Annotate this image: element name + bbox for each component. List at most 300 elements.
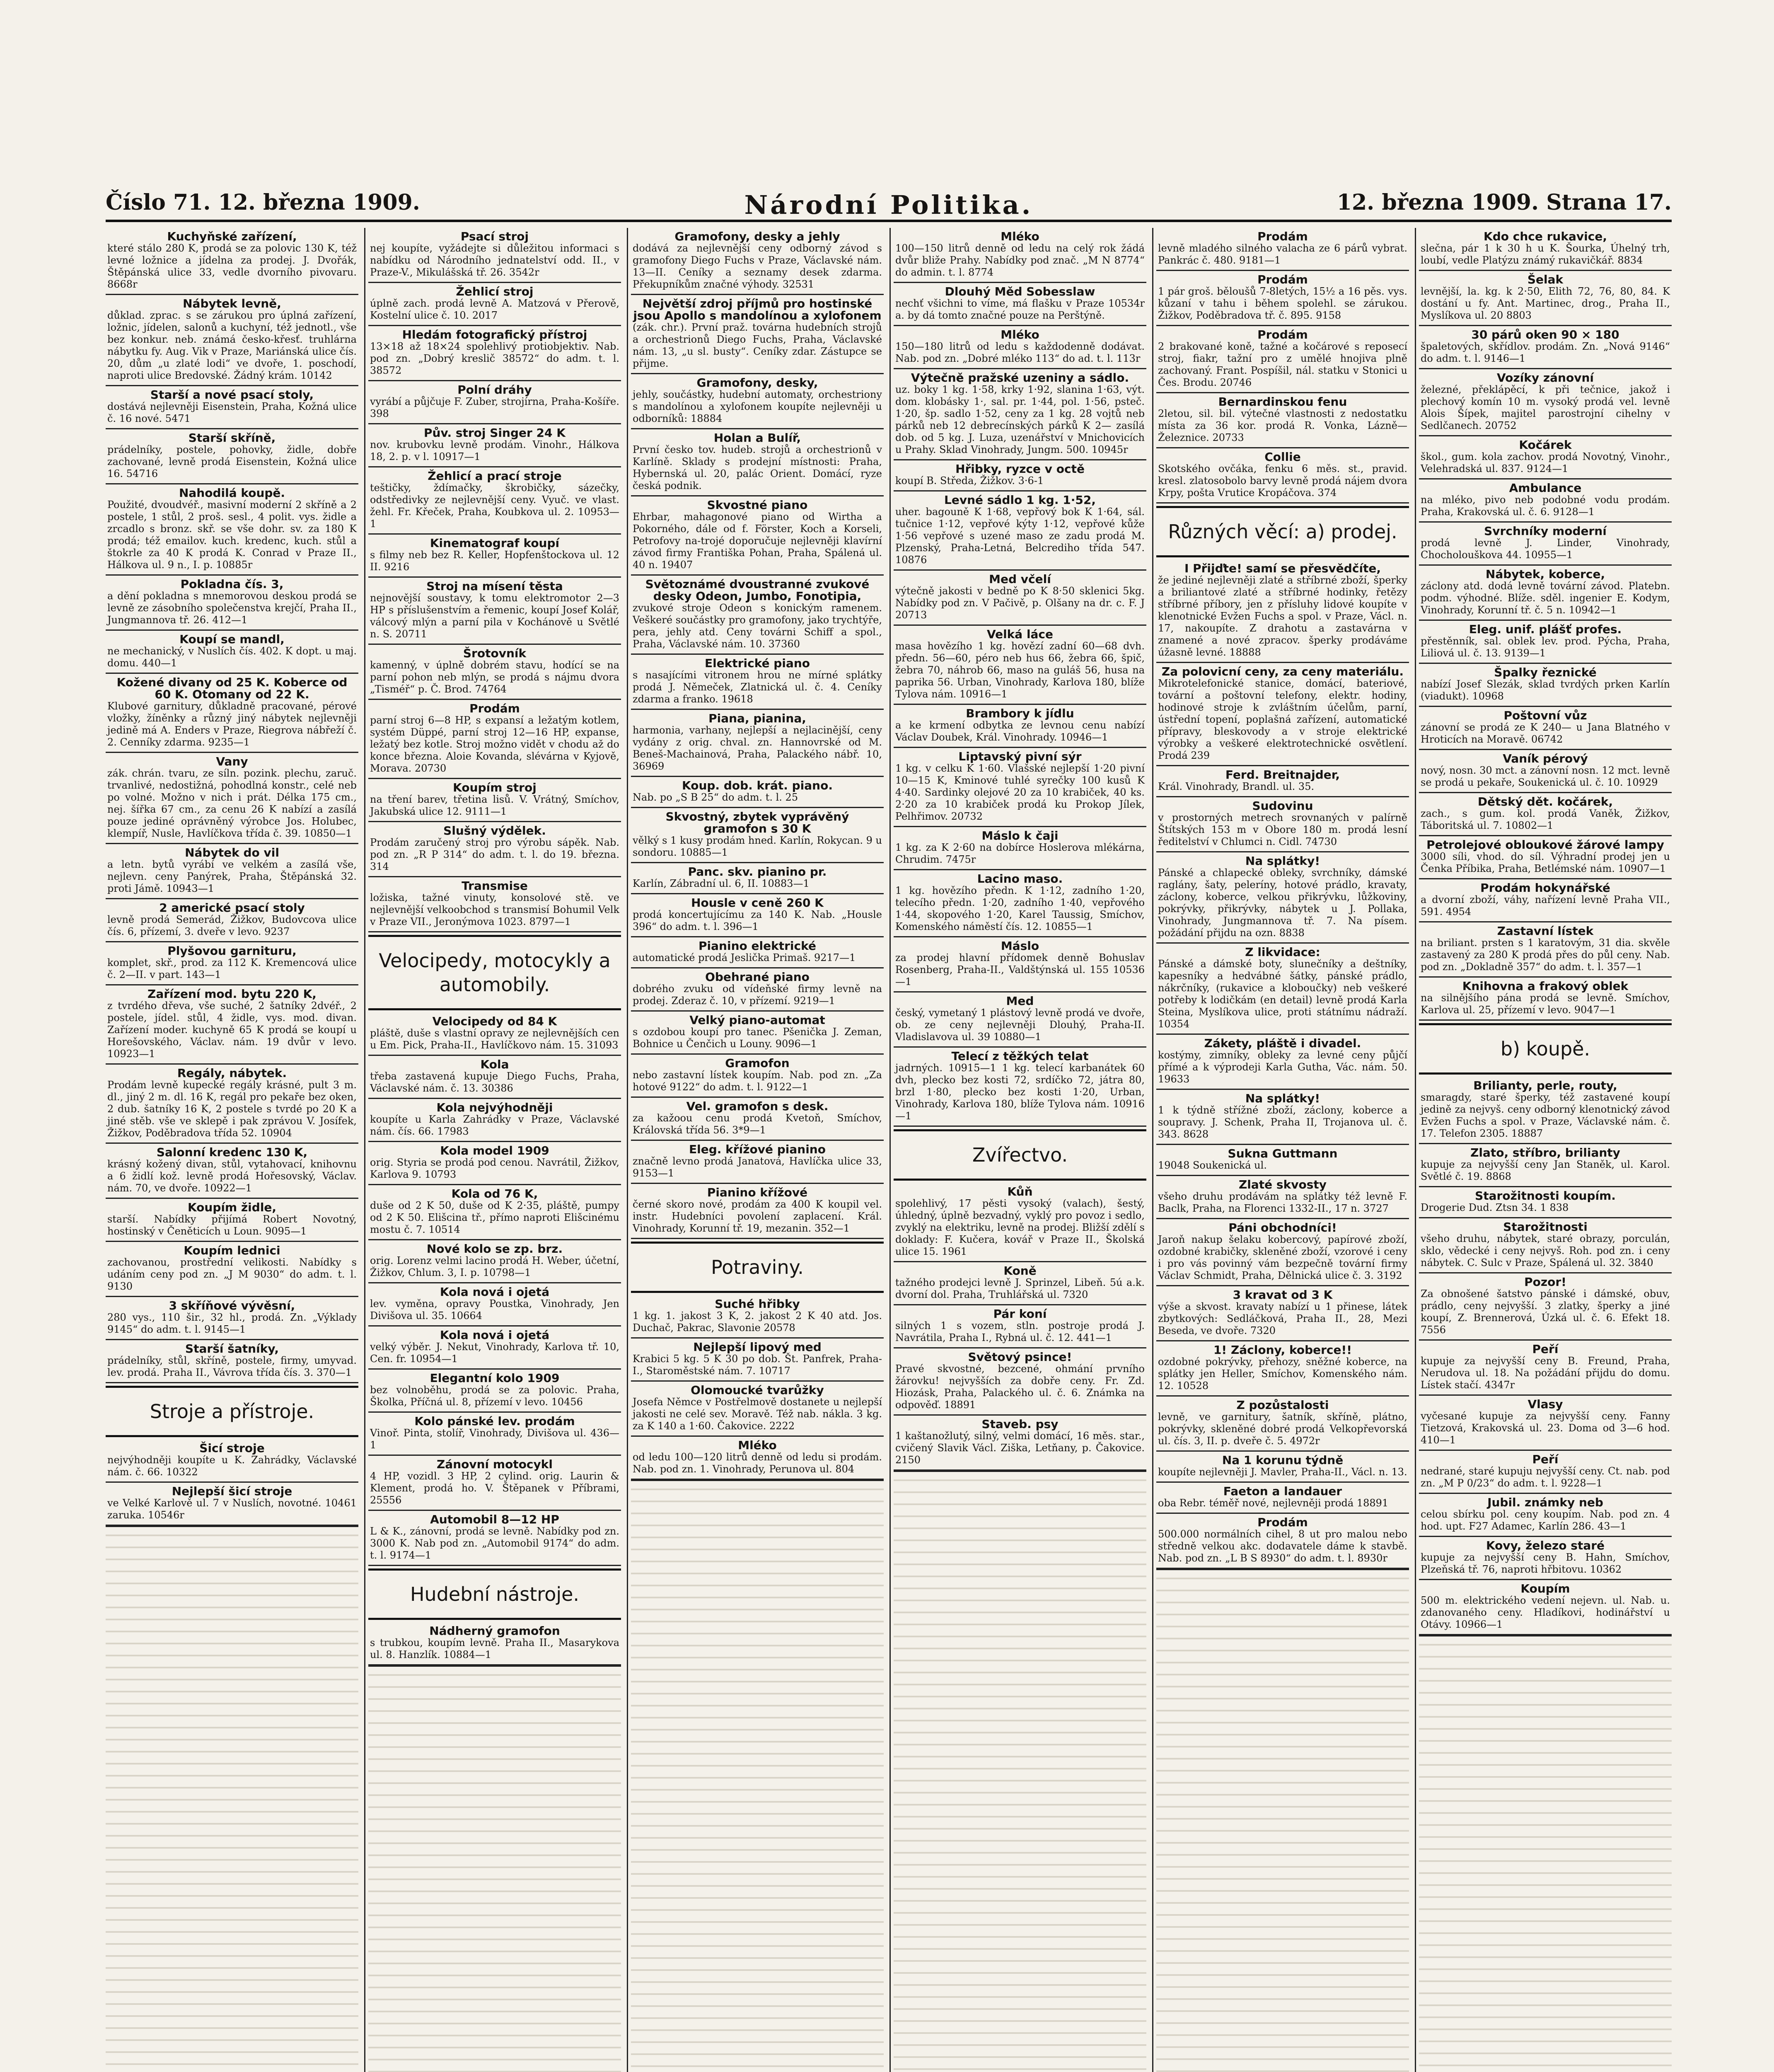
- ad-heading: Zánovní motocykl: [437, 1457, 553, 1471]
- ad-text: smaragdy, staré šperky, též zastavené koupí jedině za nejvyš. ceny odborný klenotnický závod Evžen Fuchs a spol. v Praze, Václavské nám. č. 17. Telefon 2305. 18887: [1421, 1092, 1670, 1139]
- ad-heading: Pár koní: [993, 1307, 1047, 1321]
- ad-heading: Ferd. Breitnajder,: [1225, 768, 1340, 782]
- ad-text: a letn. bytů vyrábí ve velkém a zasílá vše, nejlevn. ceny Panýrek, Praha, Štěpánská 32. proti Jámě. 10943—1: [107, 859, 357, 894]
- classified-ad: [368, 1099, 621, 1142]
- column-5: [1156, 228, 1409, 2072]
- ad-text: (zák. chr.). První praž. továrna hudebních strojů a orchestrionů Diego Fuchs, Praha, Václavské nám. 13, „u sl. busty“. Ceníky zdar. Zástupce se přijme.: [633, 322, 882, 369]
- ad-text: kamenný, v úplně dobrém stavu, hodící se na parní pohon neb mlýn, se prodá s nájmu dvora „Tisméř“ p. Č. Brod. 74764: [370, 659, 619, 695]
- ad-heading: 3 kravat od 3 K: [1233, 1288, 1333, 1302]
- ad-heading: Svrchníky moderní: [1484, 524, 1607, 538]
- classified-ad: [106, 631, 358, 674]
- ad-text: Klubové garnitury, důkladně pracované, pérové vložky, žíněnky a různý jiný nábytek nejlevněji jedině má A. Enders v Praze, Riegrova nábřeží č. 2. Cenníky zdarma. 9235—1: [107, 700, 357, 748]
- ad-text: kupuje za nejvyšší ceny Jan Staněk, ul. Karol. Světlé č. 19. 8868: [1421, 1159, 1670, 1182]
- classified-ad: [368, 877, 621, 932]
- classified-ad: [368, 578, 621, 645]
- column-6: [1419, 228, 1672, 2072]
- classified-ad: [1419, 228, 1672, 271]
- ad-heading: Poštovní vůz: [1503, 709, 1587, 722]
- ad-heading: Kola nejvýhodněji: [436, 1101, 553, 1114]
- ad-heading: Obehrané piano: [705, 970, 810, 984]
- ad-text: zach., s gum. kol. prodá Vaněk, Žižkov, Táboritská ul. 7. 10802—1: [1421, 808, 1670, 831]
- ad-heading: Gramofony, desky a jehly: [674, 230, 840, 243]
- ad-text: Pánské a dámské boty, slunečníky a deštníky, kapesníky a hedvábné šátky, pánské prádlo, nákrčníky, (rukavice a kloboučky) neb veškeré potřeby k lodičkám (en detail) levně prodá Karla Steina, Myslíkova ulice, proti státnímu nádraží. 10354: [1158, 958, 1407, 1030]
- ad-text: Prodám levně kupecké regály krásné, pult 3 m. dl., jiný 2 m. dl. 16 K, regál pro pekaře bez oken, 2 dub. šatníky 16 K, 2 postele s tvrdé po 20 K a jiné stěb. vše ve sklepě i pak zprávou V. Josífek, Žižkov, Poděbradova třída 52. 10904: [107, 1079, 357, 1139]
- classified-ad: [894, 705, 1146, 748]
- classified-ad: [368, 1240, 621, 1283]
- ad-heading: Elegantní kolo 1909: [430, 1371, 560, 1385]
- classified-ad: [368, 283, 621, 326]
- ad-heading: Prodám: [1257, 230, 1308, 243]
- ad-text: bez volnoběhu, prodá se za polovic. Praha, Školka, Příčná ul. 8, přízemí v levo. 10456: [370, 1384, 619, 1408]
- ad-text: 150—180 litrů od ledu s každodenně dodávat. Nab. pod zn. „Dobré mléko 113“ do ad. t. l. 113r: [895, 341, 1145, 364]
- column-fill: [1419, 1635, 1672, 2072]
- ad-text: 280 vys., 110 šir., 32 hl., prodá. Zn. „Výklady 9145“ do adm. t. l. 9145—1: [107, 1312, 357, 1335]
- ad-text: černé skoro nové, prodám za 400 K koupil vel. instr. Hudebníci povolení zaplacení. Král. Vinohrady, Korunní tř. 19, mezanin. 352—1: [633, 1198, 882, 1234]
- ad-text: Pravé skvostné, bezcené, ohmání prvního žárovku! nejvyšších za dobře ceny. Fr. Zd. Hiozásk, Praha, Palackého ul. č. 6. Známka na odpověď. 18891: [895, 1363, 1145, 1411]
- ad-text: Karlín, Zábradní ul. 6, II. 10883—1: [633, 878, 810, 889]
- ad-text: Skotského ovčáka, fenku 6 měs. st., pravid. kresl. zlatosobolo barvy levně prodá nájem dvora Krpy, pošta Vrutice Kropáčova. 374: [1158, 463, 1407, 499]
- classified-ad: [894, 992, 1146, 1048]
- ad-heading: Starší a nové psací stoly,: [150, 388, 314, 402]
- section-heading: Zvířectvo.: [894, 1129, 1146, 1181]
- classified-ad: [631, 1339, 884, 1382]
- ad-heading: Na splátky!: [1245, 1092, 1320, 1105]
- column-fill: [631, 1480, 884, 2072]
- classified-ad: [631, 496, 884, 576]
- ad-heading: Kola nová i ojetá: [440, 1285, 550, 1299]
- ad-text: železné, překlápěcí, k při tečnice, jakož i plechový komín 10 m. vysoký prodá vel. levně Alois Šípek, majitel parostrojní cihelny v Sedlčanech. 20752: [1421, 384, 1670, 431]
- ad-heading: Světoznámé dvoustranné zvukové desky Odeon, Jumbo, Fonotipia,: [645, 577, 870, 603]
- classified-ad: [1419, 1077, 1672, 1144]
- ad-heading: Nábytek levně,: [183, 297, 281, 310]
- ad-text: levnější, la. kg. k 2·50, Elith 72, 76, 80, 84. K dostání u fy. Ant. Martinec, drog., Praha II., Myslíkova ul. 20 8803: [1421, 286, 1670, 321]
- ad-text: Pánské a chlapecké obleky, svrchníky, dámské raglány, šaty, peleríny, hotové prádlo, kravaty, záclony, koberce, velkou přikrývku, lůžkoviny, pokrývky, přikrývky, nábytek u J. Pollaka, Vinohrady, Jungmannova tř. 7. Na písem. požádání přijdu na ozn. 8838: [1158, 867, 1407, 939]
- classified-ad: [1419, 271, 1672, 326]
- ad-text: z tvrdého dřeva, vše suché, 2 šatníky 2dvéř., 2 postele, jídel. stůl, 4 židle, vys. mod. divan. Zařízení moder. kuchyně 65 K prodá se koupí u Horešovského, Václav. nám. 19 dvůr v levo. 10923—1: [107, 1000, 357, 1060]
- ad-text: Drogerie Dud. Ztsn 34. 1 838: [1421, 1202, 1569, 1213]
- section-heading: Různých věcí: a) prodej.: [1156, 506, 1409, 557]
- ad-heading: Regály, nábytek.: [177, 1066, 287, 1080]
- ad-heading: Kdo chce rukavice,: [1484, 230, 1607, 243]
- ad-heading: Největší zdroj příjmů pro hostinské jsou Apollo s mandolínou a xylofonem: [633, 297, 882, 322]
- ad-heading: Koupím stroj: [453, 781, 537, 794]
- classified-ad: [106, 899, 358, 942]
- ad-text: a ke krmení odbytka ze levnou cenu nabízí Václav Doubek, Král. Vinohrady. 10946—1: [895, 719, 1145, 743]
- ad-text: na silnějšího pána prodá se levně. Smíchov, Karlova ul. 25, přízemí v levo. 9047—1: [1421, 992, 1670, 1016]
- ad-text: zák. chrán. tvaru, ze síln. pozink. plechu, zaruč. trvanlivé, nedostižná, pohodlná konstr., celé neb po volné. Možno v nich i prát. Délka 175 cm., nej. šířka 67 cm., za cenu 26 K nabízí a zasílá pouze jediné oprávněný výrobce Jos. Holubec, klempíř, Nusle, Havlíčkova třída č. 39. 10850—1: [107, 767, 357, 839]
- ad-heading: Velký piano-automat: [689, 1013, 825, 1027]
- classified-ad: [1419, 326, 1672, 369]
- ad-heading: Jubil. známky neb: [1487, 1496, 1603, 1509]
- ad-text: Použité, dvoudvéř., masivní moderní 2 skříně a 2 postele, 1 stůl, 2 proš. sesl., 4 polit. vys. židle a zrcadlo s bronz. skř. se vše dohr. sv. za 180 K prodá; též emailov. kuch. kredenc, kuch. stůl a štokrle za 40 K prodá K. Conrad v Praze II., Hálkova ul. 9 n., I. p. 10885r: [107, 499, 357, 571]
- classified-ad: [1156, 1176, 1409, 1219]
- ad-heading: Koupím lednici: [184, 1244, 280, 1257]
- ad-text: L & K., zánovní, prodá se levně. Nabídky pod zn. 3000 K. Nab pod zn. „Automobil 9174“ do adm. t. l. 9174—1: [370, 1525, 619, 1561]
- classified-ad: [368, 1622, 621, 1665]
- ad-text: celou sbírku pol. ceny koupím. Nab. pod zn. 4 hod. upt. F27 Adamec, Karlín 286. 43—1: [1421, 1508, 1670, 1532]
- ad-heading: Z likvidace:: [1245, 945, 1320, 959]
- column-1: [106, 228, 358, 2072]
- ad-text: v prostorných metrech srovnaných v palírně Štítských 153 m v Obore 180 m. prodá lesní ředitelství v Chlumci n. Cidl. 74730: [1158, 812, 1407, 847]
- ad-heading: Ambulance: [1509, 481, 1582, 495]
- classified-ad: [894, 748, 1146, 827]
- ad-heading: Koupím židle,: [187, 1201, 277, 1214]
- classified-ad: [368, 1456, 621, 1511]
- ad-text: starší. Nabídky přijímá Robert Novotný, hostinský v Čeněticích u Loun. 9095—1: [107, 1213, 357, 1237]
- classified-ad: [1419, 1218, 1672, 1273]
- classified-ad: [106, 1199, 358, 1242]
- ad-text: 4 HP, vozidl. 3 HP, 2 cylind. orig. Laurin & Klement, prodá ho. V. Štěpanek v Příbrami, 25556: [370, 1470, 619, 1506]
- ad-text: tažného prodejci levně J. Sprinzel, Libeň. 5ú a.k. dvorní dol. Praha, Truhlářská ul. 7320: [895, 1277, 1145, 1300]
- classified-ad: [1156, 797, 1409, 852]
- ad-text: s filmy neb bez R. Keller, Hopfenštockova ul. 12 II. 9216: [370, 549, 619, 573]
- ad-heading: Med včelí: [989, 572, 1051, 586]
- ad-text: záclony atd. dodá levně tovární závod. Platebn. podm. výhodné. Blíže. sděl. ingenier E. Kodym, Vinohrady, Korunní tř. č. 5 n. 10942—1: [1421, 580, 1670, 616]
- ad-heading: Dlouhý Měd Sobesslaw: [945, 285, 1095, 298]
- ad-heading: Kůň: [1007, 1185, 1033, 1198]
- ad-text: že jediné nejlevněji zlaté a stříbrné zboží, šperky a briliantové zlaté a stříbrné hodinky, řetězy stříbrné příbory, jen z přísluhy lidové koupíte v klenotnické Evžen Fuchs a spol. v Praze, Václ. n. 17, nakoupíte. Z drahotu a zastavárna v znamené a nové zpracov. šperky prodáváme úžasně levné. 18888: [1158, 574, 1407, 658]
- ad-heading: Dětský dět. kočárek,: [1477, 795, 1613, 808]
- ad-text: které stálo 280 K, prodá se za polovic 130 K, též levné ložnice a jídelna za prodej. J. Dvořák, Štěpánská ulice 33, vedle dvorního pivovaru. 8668r: [107, 242, 357, 290]
- ad-text: přestěnník, sal. oblek lev. prod. Pýcha, Praha, Liliová ul. č. 13. 9139—1: [1421, 635, 1670, 659]
- classified-ad: [1156, 228, 1409, 271]
- classified-ad: [894, 369, 1146, 460]
- ad-text: Josefa Němce v Postřelmově dostanete u nejlepší jakosti ne celé sev. Moravě. Též nab. nákla. 3 kg. za K 140 a 1·60. Čakovice. 2222: [633, 1396, 882, 1432]
- ad-text: orig. Styria se prodá pod cenou. Navrátil, Žižkov, Karlova 9. 10793: [370, 1157, 619, 1180]
- classified-ad: [1156, 448, 1409, 503]
- ad-heading: Pozor!: [1524, 1275, 1566, 1289]
- page-header: [106, 182, 1672, 222]
- ad-text: s ozdobou koupí pro tanec. Pšenička J. Zeman, Bohnice u Čenčich u Louny. 9096—1: [633, 1026, 882, 1050]
- ad-text: jehly, součástky, hudební automaty, orchestriony s mandolínou a xylofonem koupíte nejlevněji u odborníků: 18884: [633, 389, 882, 424]
- ad-text: za prodej hlavní přídomek denně Bohuslav Rosenberg, Praha-II., Valdštýnská ul. 155 10536—1: [895, 952, 1145, 988]
- ad-heading: Peří: [1532, 1452, 1559, 1466]
- ad-heading: Plyšovou garnituru,: [167, 944, 297, 958]
- classified-ad: [1419, 369, 1672, 436]
- classified-ad: [894, 1305, 1146, 1348]
- classified-ad: [368, 326, 621, 381]
- classified-ad: [894, 571, 1146, 626]
- ad-text: a dvorní zboží, váhy, nařízení levně Praha VII., 591. 4954: [1421, 894, 1670, 917]
- ad-heading: Máslo k čaji: [981, 829, 1059, 842]
- classified-ad: [1156, 1397, 1409, 1452]
- classified-ad: [1156, 1035, 1409, 1090]
- classified-ad: [1156, 1286, 1409, 1341]
- classified-ad: [894, 1262, 1146, 1305]
- ad-heading: Housle v ceně 260 K: [691, 896, 824, 910]
- classified-ad: [106, 1065, 358, 1144]
- classified-ad: [894, 1416, 1146, 1471]
- classified-ad: [368, 424, 621, 467]
- ad-heading: Kola model 1909: [440, 1144, 549, 1157]
- ad-text: Krabici 5 kg. 5 K 30 po dob. Št. Panfrek, Praha-I., Staroměstské nám. 7. 10717: [633, 1353, 882, 1377]
- classified-ad: [368, 467, 621, 535]
- ad-text: kostýmy, zimníky, obleky za levné ceny půjčí přímé a k výprodeji Karla Gutha, Vác. nám. 50. 19633: [1158, 1049, 1407, 1085]
- ad-text: třeba zastavená kupuje Diego Fuchs, Praha, Václavské nám. č. 13. 30386: [370, 1070, 619, 1094]
- classified-ad: [1156, 1219, 1409, 1286]
- ad-heading: Brambory k jídlu: [966, 707, 1074, 720]
- classified-ad: [106, 1440, 358, 1483]
- ad-heading: Špalky řeznické: [1494, 666, 1597, 679]
- column-rule: [1415, 228, 1416, 2072]
- ad-text: nejvýhodněji koupíte u K. Zahrádky, Václavské nám. č. 66. 10322: [107, 1454, 357, 1478]
- classified-ad: [631, 777, 884, 808]
- classified-ad: [631, 655, 884, 710]
- ad-heading: Pianino elektrické: [698, 939, 816, 953]
- classified-ad: [1419, 1494, 1672, 1537]
- ad-heading: Lacino maso.: [977, 872, 1063, 886]
- ad-text: s trubkou, koupím levně. Praha II., Masarykova ul. 8. Hanzlík. 10884—1: [370, 1637, 619, 1661]
- ad-text: Jaroň nakup šelaku kobercový, papírové zboží, ozdobné krabičky, skleněné zboží, vzorové i ceny i pro vás povinný vám bezpečně tovární firmy Václav Schmidt, Praha, Dělnická ulice č. 3. 3192: [1158, 1234, 1407, 1281]
- ad-text: zvukové stroje Odeon s konickým ramenem. Veškeré součástky pro gramofony, jako trychtýře, pera, jehly atd. Ceny továrni Schiff a spol., Praha, Václavské nám. 10. 37360: [633, 602, 882, 650]
- classified-ad: [1419, 1580, 1672, 1635]
- ad-heading: Kolo pánské lev. prodám: [414, 1414, 575, 1428]
- ad-text: prádelníky, stůl, skříně, postele, firmy, umyvad. lev. prodá. Praha II., Vávrova třída čís. 3. 370—1: [107, 1355, 357, 1378]
- ad-heading: Eleg. unif. plášť profes.: [1469, 622, 1622, 636]
- ad-text: 19048 Soukenická ul.: [1158, 1159, 1267, 1171]
- classified-ad: [894, 491, 1146, 571]
- ad-heading: Pův. stroj Singer 24 K: [424, 426, 566, 440]
- classified-ad: [368, 228, 621, 283]
- classified-ad: [894, 228, 1146, 283]
- ad-heading: Psací stroj: [460, 230, 529, 243]
- ad-text: koupíte u Karla Zahrádky v Praze, Václavské nám. čís. 66. 17983: [370, 1113, 619, 1137]
- ad-heading: Suché hřibky: [715, 1297, 800, 1311]
- ad-heading: Šicí stroje: [199, 1441, 265, 1455]
- ad-heading: Vozíky zánovní: [1496, 371, 1594, 385]
- classified-ad: [368, 1511, 621, 1566]
- ad-text: nejnovější soustavy, k tomu elektromotor 2—3 HP s příslušenstvím a řemenic, koupí Josef Kolář, válcový mlýn a parní pila v Kochánově u Světlé n. S. 20711: [370, 592, 619, 640]
- ad-heading: Starší skříně,: [188, 431, 276, 445]
- ad-heading: Faeton a landauer: [1223, 1484, 1342, 1498]
- ad-heading: Kovy, železo staré: [1486, 1539, 1605, 1552]
- ad-text: levně prodá Semerád, Žižkov, Budovcova ulice čís. 6, přízemí, 3. dveře v levo. 9237: [107, 914, 357, 937]
- classified-ad: [368, 1185, 621, 1240]
- ad-heading: Kola nová i ojetá: [440, 1328, 550, 1342]
- classified-ad: [106, 386, 358, 429]
- ad-text: oba Rebr. téměř nové, nejlevněji prodá 18891: [1158, 1497, 1389, 1509]
- classified-ad: [631, 894, 884, 937]
- ad-heading: 30 párů oken 90 × 180: [1471, 328, 1619, 341]
- ad-heading: Pokladna čís. 3,: [180, 577, 284, 591]
- ad-text: levně mladého silného valacha ze 6 párů vybrat. Pankrác č. 480. 9181—1: [1158, 242, 1407, 266]
- issue-number: Číslo 71. 12. března 1909.: [106, 190, 420, 215]
- ad-heading: Holan a Bulíř,: [713, 431, 801, 445]
- ad-text: nechť všichni to víme, má flašku v Praze 10534r a. by dá tomto značné pouze na Perštýně.: [895, 298, 1145, 321]
- ad-heading: 2 americké psací stoly: [159, 901, 305, 915]
- ad-heading: Kuchyňské zařízení,: [167, 230, 297, 243]
- column-rule: [1152, 228, 1153, 2072]
- classified-ad: [631, 1141, 884, 1184]
- classified-ad: [1156, 1452, 1409, 1483]
- ad-text: Král. Vinohrady, Brandl. ul. 35.: [1158, 781, 1315, 792]
- ad-heading: Sukna Guttmann: [1228, 1147, 1338, 1160]
- ad-heading: Zařízení mod. bytu 220 K,: [147, 987, 317, 1001]
- ad-heading: Na splátky!: [1245, 854, 1320, 868]
- ad-heading: Olomoucké tvarůžky: [691, 1383, 824, 1397]
- ad-heading: Koně: [1003, 1264, 1037, 1278]
- ad-heading: Kola od 76 K,: [451, 1187, 538, 1201]
- classified-ad: [1419, 978, 1672, 1021]
- ad-text: 1 kg. za K 2·60 na dobírce Hoslerova mlékárna, Chrudim. 7475r: [895, 842, 1145, 865]
- ad-text: velký výběr. J. Nekut, Vinohrady, Karlova tř. 10, Cen. fr. 10954—1: [370, 1341, 619, 1365]
- ad-heading: Liptavský pivní sýr: [958, 750, 1082, 763]
- ad-text: První česko tov. hudeb. strojů a orchestrionů v Karlíně. Sklady s prodejní místnosti: Praha, Hybernská ul. 20, palác Orient. Domácí, ryze česká podnik.: [633, 444, 882, 491]
- classified-ad: [1156, 1483, 1409, 1514]
- classified-ad: [106, 844, 358, 899]
- ad-heading: Salonní kredenc 130 K,: [156, 1145, 308, 1159]
- ad-text: prodá levně J. Linder, Vinohrady, Chocholouškova 44. 10955—1: [1421, 537, 1670, 561]
- ad-text: kupuje za nejvyšší ceny B. Hahn, Smíchov, Plzeňská tř. 76, naproti hřbitovu. 10362: [1421, 1552, 1670, 1575]
- ad-text: Za obnošené šatstvo pánské i dámské, obuv, prádlo, ceny nejvyšší. 3 zlatky, šperky a jiné koupí, Z. Brennerová, Úzká ul. č. 6. Efekt 18. 7556: [1421, 1288, 1670, 1336]
- ad-heading: Staveb. psy: [981, 1417, 1059, 1431]
- ad-heading: Med: [1006, 994, 1034, 1008]
- ad-heading: Zlaté skvosty: [1239, 1178, 1327, 1191]
- ad-text: Ehrbar, mahagonové piano od Wirtha a Pokorného, dále od f. Förster, Koch a Korseli, Petrofovy na-trojé doporučuje nejlevněji klavírní závod firmy Františka Pohan, Praha, Spálená ul. 40 n. 19407: [633, 511, 882, 571]
- classified-ad: [368, 779, 621, 822]
- section-heading: b) koupě.: [1419, 1023, 1672, 1075]
- classified-ad: [1156, 326, 1409, 393]
- ad-text: orig. Lorenz velmi lacino prodá H. Weber, účetní, Žižkov, Chlum. 3, I. p. 10798—1: [370, 1255, 619, 1278]
- ad-text: masa hovězího 1 kg. hovězí zadní 60—68 dvh. předn. 56—60, péro neb hus 66, žebra 66, špič, žebra 70, náhrob 66, maso na guláš 56, husa na paprika 56. Urban, Vinohrady, Karlova 180, blíže Tylova nám. 10916—1: [895, 640, 1145, 700]
- classified-ad: [1419, 922, 1672, 978]
- ad-heading: Mléko: [738, 1438, 777, 1452]
- classified-ad: [368, 1283, 621, 1326]
- ad-heading: Knihovna a frakový oblek: [1462, 979, 1629, 993]
- ad-text: automatické prodá Jeslička Primaš. 9217—1: [633, 952, 856, 963]
- classified-ad: [106, 576, 358, 631]
- ad-heading: Peří: [1532, 1342, 1559, 1356]
- ad-heading: Piana, pianina,: [708, 712, 806, 725]
- ad-text: kupuje za nejvyšší ceny B. Freund, Praha, Nerudova ul. 18. Na požádání přijdu do domu. Lístek stačí. 4347r: [1421, 1355, 1670, 1391]
- classified-ad: [1419, 879, 1672, 922]
- ad-text: teštičky, ždímačky, škrobičky, sázečky, odstředivky ze nejlevnější ceny. Vyuč. ve vlast. žehl. Fr. Křeček, Praha, Koubkova ul. 2. 10953—1: [370, 482, 619, 530]
- ad-text: ložiska, tažné vinuty, konsolové stě. ve nejlevnější velkoobchod s transmisí Bohumil Velk v Praze VII., Jeronýmova 1023. 8797—1: [370, 892, 619, 927]
- ad-heading: Kinematograf koupí: [430, 536, 560, 550]
- section-heading: Velocipedy, motocykly a automobily.: [368, 935, 621, 1010]
- classified-ad: [106, 1483, 358, 1526]
- classified-ad: [631, 968, 884, 1012]
- classified-ad: [106, 1144, 358, 1199]
- ad-heading: Pianino křížové: [707, 1186, 808, 1199]
- column-fill: [368, 1665, 621, 2072]
- ad-heading: Světový psince!: [968, 1350, 1072, 1364]
- ad-heading: 3 skříňové vývěsní,: [169, 1299, 295, 1312]
- classified-ad: [1419, 1537, 1672, 1580]
- ad-text: vyčesané kupuje za nejvyšší ceny. Fanny Tietzová, Krakovská ul. 23. Doma od 3—6 hod. 410—1: [1421, 1410, 1670, 1446]
- ad-text: slečna, pár 1 k 30 h u K. Šourka, Úhelný trh, loubí, vedle Platýzu známý rukavičkář. 8834: [1421, 242, 1670, 266]
- ad-heading: Telecí z těžkých telat: [951, 1049, 1089, 1063]
- ad-text: vělký s 1 kusy prodám hned. Karlín, Rokycan. 9 u sondoru. 10885—1: [633, 835, 882, 858]
- classified-ad: [631, 863, 884, 894]
- ad-text: 1 kg. 1. jakost 3 K, 2. jakost 2 K 40 atd. Jos. Duchač, Pakrac, Slavonie 20578: [633, 1310, 882, 1334]
- ad-text: Mikrotelefonické stanice, domácí, bateriové, tovární a poštovní telefony, elektr. hodiny, hodinové stroje k zvláštním účelům, parní, ústřední topení, poplašná zařízení, automatické přípravy, bleskovody a v stroje elektrické výrobky a veškeré elektrotechnické osvětlení. Prodá 239: [1158, 678, 1407, 761]
- ad-heading: Elektrické piano: [704, 656, 810, 670]
- ad-text: za kažoou cenu prodá Kvetoň, Smíchov, Královská třída 56. 3*9—1: [633, 1112, 882, 1136]
- ad-heading: Prodám hokynářské: [1480, 881, 1610, 895]
- ad-text: ozdobné pokrývky, přehozy, sněžné koberce, na splátky jen Heller, Smíchov, Komenského nám. 12. 10528: [1158, 1356, 1407, 1392]
- ad-text: nov. krubovku levně prodám. Vinohr., Hálkova 18, 2. p. v l. 10917—1: [370, 439, 619, 462]
- ad-text: krásný kožený divan, stůl, vytahovací, knihovnu a 6 židlí kož. levně prodá Hořesovský, Václav. nám. 70, ve dvoře. 10922—1: [107, 1158, 357, 1194]
- ad-heading: Nejlepší šicí stroje: [172, 1484, 292, 1498]
- ad-heading: Hřibky, ryzce v octě: [955, 462, 1085, 476]
- ad-text: nový, nosn. 30 mct. a zánovní nosn. 12 mct. levně se prodá u pekaře, Soukenická ul. č. 10. 10929: [1421, 765, 1670, 788]
- ad-heading: Kola: [480, 1058, 509, 1071]
- ad-heading: Hledám fotografický přístroj: [402, 328, 587, 341]
- ad-text: všeho druhu prodávám na splátky též levně F. Baclk, Praha, na Florenci 1332-II., 17 n. 3727: [1158, 1191, 1407, 1214]
- ad-heading: Vel. gramofon s desk.: [686, 1099, 829, 1113]
- ad-heading: Zlato, stříbro, brilianty: [1470, 1146, 1620, 1159]
- ad-text: jadrných. 10915—1 1 kg. telecí karbanátek 60 dvh, plecko bez kosti 72, srdíčko 72, játra 80, brzl 1·80, plecko bez kosti 1·20, Urban, Vinohrady, Karlova 180, blíže Tylova nám. 10916—1: [895, 1062, 1145, 1122]
- ad-heading: Automobil 8—12 HP: [430, 1513, 559, 1526]
- ad-text: od ledu 100—120 litrů denně od ledu si prodám. Nab. pod zn. 1. Vinohrady, Perunova ul. 804: [633, 1451, 882, 1475]
- ad-text: všeho druhu, nábytek, staré obrazy, porculán, sklo, vědecké i ceny nejvyš. Roh. pod zn. i ceny nábytek. C. Sulc v Praze, Spálená ul. 32. 3840: [1421, 1233, 1670, 1268]
- column-fill: [1156, 1569, 1409, 2072]
- ad-heading: Žehlicí a prací stroje: [428, 469, 562, 483]
- column-fill: [106, 1526, 358, 2072]
- ad-heading: Prodám: [1257, 328, 1308, 341]
- column-rule: [364, 228, 365, 2072]
- ad-heading: Polní dráhy: [457, 383, 532, 397]
- ad-text: uz. boky 1 kg. 1·58, krky 1·92, slanina 1·63, výt. dom. klobásky 1·, sal. pr. 1·44, pol. 1·56, psteč. 1·20, šp. sadlo 1·52, ceny za 1 kg. 28 vojtů neb párků neb 12 debrecínských párků K 2— zasílá dob. od 5 kg. J. Luza, uzenářství v Mnichovicích u Prahy. Sklad Vinohrady, Jungm. 500. 10945r: [895, 384, 1145, 455]
- ad-text: vyrábí a půjčuje F. Zuber, strojírna, Praha-Košíře. 398: [370, 396, 619, 419]
- ad-heading: Vlasy: [1527, 1397, 1563, 1411]
- ad-text: na tření barev, třetina lisů. V. Vrátný, Smíchov, Jakubská ulice 12. 9111—1: [370, 794, 619, 817]
- column-rule: [627, 228, 628, 2072]
- ad-text: 1 kg. hovězího předn. K 1·12, zadního 1·20, telecího předn. 1·20, zadního 1·40, vepřového 1·44, skopového 1·20, Karel Taussig, Smíchov, Komenského náměstí čís. 12. 10855—1: [895, 885, 1145, 932]
- ad-heading: Na 1 korunu týdně: [1222, 1453, 1344, 1467]
- ad-text: lev. vyměna, opravy Poustka, Vinohrady, Jen Divišova ul. 35. 10664: [370, 1298, 619, 1322]
- classified-ad: [1156, 560, 1409, 663]
- newspaper-title: Národní Politika.: [744, 190, 1033, 220]
- ad-heading: Starožitnosti koupím.: [1475, 1189, 1616, 1203]
- column-fill: [894, 1471, 1146, 2072]
- ad-text: Nab. po „S B 25“ do adm. t. l. 25: [633, 792, 798, 803]
- classified-ad: [1419, 1396, 1672, 1451]
- classified-ad: [1419, 707, 1672, 750]
- classified-ad: [631, 576, 884, 655]
- ad-heading: Starožitnosti: [1503, 1220, 1588, 1234]
- ad-heading: Velocipedy od 84 K: [432, 1014, 557, 1028]
- ad-heading: Nové kolo se zp. brz.: [426, 1242, 563, 1256]
- classified-ad: [106, 1297, 358, 1340]
- classified-ad: [1419, 566, 1672, 621]
- ad-heading: Slušný výdělek.: [443, 824, 546, 838]
- section-heading: Hudební nástroje.: [368, 1569, 621, 1620]
- classified-ad: [368, 1142, 621, 1185]
- ad-heading: Gramofon: [725, 1056, 790, 1070]
- classified-ad: [1419, 1144, 1672, 1187]
- ad-text: nej koupíte, vyžádejte si důležitou informaci s nabídku od Národního jednatelství odd. II., v Praze-V., Mikulášská tř. 26. 3542r: [370, 242, 619, 278]
- ad-heading: Kočárek: [1519, 438, 1572, 452]
- section-heading: Stroje a přístroje.: [106, 1386, 358, 1437]
- classified-ad: [894, 1183, 1146, 1262]
- classified-ad: [106, 429, 358, 484]
- ad-heading: Z pozůstalosti: [1236, 1398, 1329, 1412]
- classified-ad: [1419, 836, 1672, 879]
- classified-ad: [106, 985, 358, 1065]
- ad-heading: Nábytek do vil: [185, 846, 279, 859]
- classified-ad: [1156, 852, 1409, 944]
- classified-ad: [1419, 1187, 1672, 1218]
- ad-text: zachovanou, prostřední velikosti. Nabídky s udáním ceny pod zn. „J M 9030“ do adm. t. l. 9130: [107, 1256, 357, 1292]
- ad-text: silných 1 s vozem, stln. postroje prodá J. Navrátila, Praha I., Rybná ul. č. 12. 441—1: [895, 1320, 1145, 1343]
- ad-heading: Nábytek, koberce,: [1485, 567, 1605, 581]
- ad-heading: Prodám: [469, 702, 520, 715]
- classified-ad: [368, 645, 621, 700]
- classified-ad: [1156, 271, 1409, 326]
- classified-ad: [894, 626, 1146, 705]
